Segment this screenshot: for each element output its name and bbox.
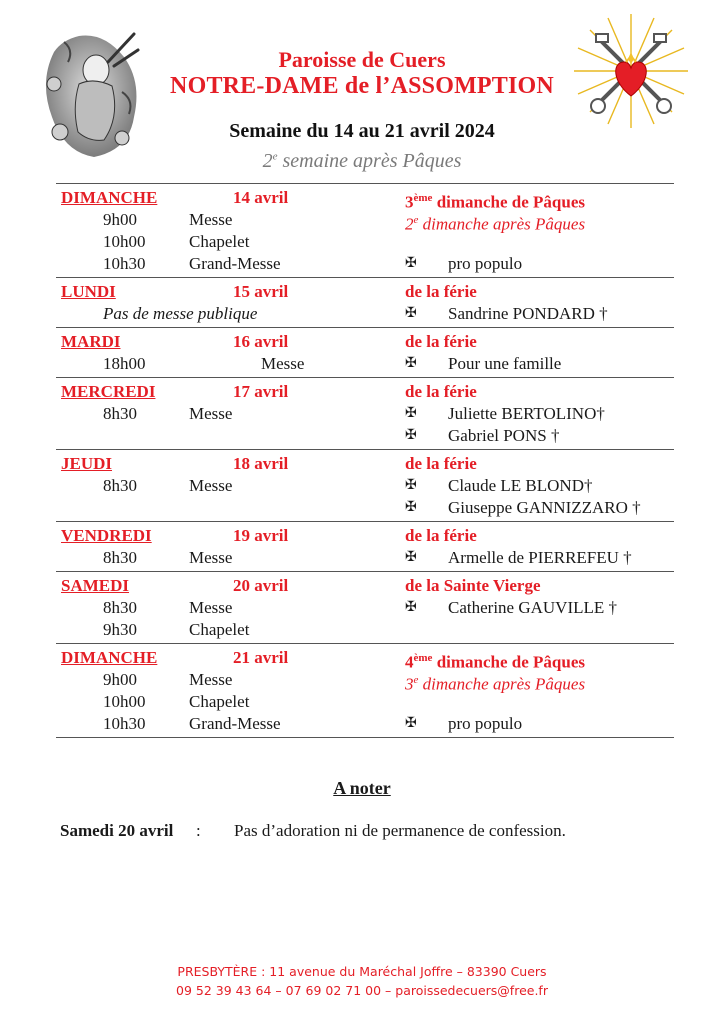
feast-number: 4 [405, 652, 414, 672]
alt-feast-number: 2 [405, 214, 414, 234]
service-time: 10h30 [103, 254, 146, 273]
cross-icon: ✠ [405, 600, 417, 615]
feast-number: 3 [405, 192, 414, 212]
schedule-line [56, 453, 674, 475]
service-activity: Messe [189, 404, 233, 423]
service-activity: Grand-Messe [189, 714, 281, 733]
schedule-line [56, 597, 674, 619]
parish-name: Paroisse de Cuers [278, 47, 446, 72]
service-time: 10h30 [103, 714, 146, 733]
week-title: Semaine du 14 au 21 avril 2024 [229, 120, 495, 142]
day-name: JEUDI [61, 454, 113, 473]
service-time: 8h30 [103, 404, 137, 423]
schedule-line [56, 647, 674, 672]
note-date: Samedi 20 avril [60, 821, 174, 840]
day-date: 14 avril [233, 188, 289, 207]
day-block [56, 571, 674, 643]
day-date: 21 avril [233, 648, 289, 667]
service-activity: Messe [261, 354, 305, 373]
cross-icon: ✠ [405, 550, 417, 565]
day-name: DIMANCHE [61, 188, 158, 207]
schedule-line [56, 547, 674, 569]
alt-feast-text: dimanche après Pâques [418, 214, 586, 234]
note-separator: : [196, 821, 201, 840]
schedule-line [56, 691, 674, 713]
mass-intention: Sandrine PONDARD † [448, 304, 608, 323]
mass-intention: Catherine GAUVILLE † [448, 598, 618, 617]
day-block [56, 277, 674, 327]
cross-icon: ✠ [405, 716, 417, 731]
day-name: DIMANCHE [61, 648, 158, 667]
day-name: MERCREDI [61, 382, 156, 401]
feast-superscript: ème [413, 192, 433, 204]
day-name: VENDREDI [61, 526, 152, 545]
alt-feast-superscript: e [413, 214, 419, 226]
day-date: 17 avril [233, 382, 289, 401]
day-block [56, 327, 674, 377]
footer-contact [0, 962, 724, 1000]
cross-icon: ✠ [405, 478, 417, 493]
feast-text: dimanche de Pâques [432, 192, 585, 212]
schedule-line [56, 231, 674, 253]
church-name: NOTRE-DAME de l’ASSOMPTION [170, 73, 554, 99]
service-activity: Grand-Messe [189, 254, 281, 273]
service-time: 18h00 [103, 354, 146, 373]
schedule-line [56, 303, 674, 325]
day-block [56, 449, 674, 521]
alt-feast-text: dimanche après Pâques [418, 674, 586, 694]
service-time: 9h30 [103, 620, 137, 639]
day-name: LUNDI [61, 282, 116, 301]
schedule-line [56, 403, 674, 425]
cross-icon: ✠ [405, 500, 417, 515]
feast-label: de la Sainte Vierge [405, 576, 541, 595]
footer-contact-line: 09 52 39 43 64 – 07 69 02 71 00 – paroissedecuers@free.fr [176, 983, 548, 998]
mass-intention: Giuseppe GANNIZZARO † [448, 498, 641, 517]
schedule-line [56, 497, 674, 519]
cross-icon: ✠ [405, 306, 417, 321]
feast-label: de la férie [405, 382, 477, 401]
weekly-schedule-table [56, 183, 674, 738]
feast-label: de la férie [405, 332, 477, 351]
service-activity: Chapelet [189, 692, 250, 711]
table-end-rule [56, 737, 674, 738]
day-block [56, 183, 674, 277]
mass-intention: Pour une famille [448, 354, 562, 373]
mass-intention: Claude LE BLOND† [448, 476, 593, 495]
day-date: 18 avril [233, 454, 289, 473]
feast-label: de la férie [405, 526, 477, 545]
service-activity: Messe [189, 598, 233, 617]
schedule-line [56, 425, 674, 447]
day-date: 20 avril [233, 576, 289, 595]
mass-intention: Juliette BERTOLINO† [448, 404, 605, 423]
mass-intention: pro populo [448, 254, 523, 273]
mass-intention: Armelle de PIERREFEU † [448, 548, 632, 567]
day-name: MARDI [61, 332, 121, 351]
service-activity: Chapelet [189, 232, 250, 251]
cross-icon: ✠ [405, 406, 417, 421]
service-activity: Chapelet [189, 620, 250, 639]
day-name: SAMEDI [61, 576, 130, 595]
schedule-line [56, 281, 674, 303]
schedule-line [56, 187, 674, 212]
schedule-line [56, 525, 674, 547]
feast-superscript: ème [413, 652, 433, 664]
schedule-line [56, 331, 674, 353]
alt-feast-number: 3 [405, 674, 414, 694]
service-time: 10h00 [103, 232, 146, 251]
service-time: 8h30 [103, 598, 137, 617]
schedule-line [56, 669, 674, 694]
schedule-line [56, 713, 674, 735]
notes-heading: A noter [333, 778, 391, 798]
service-time: 9h00 [103, 670, 137, 689]
day-date: 19 avril [233, 526, 289, 545]
schedule-line [56, 381, 674, 403]
service-activity: Messe [189, 210, 233, 229]
cross-icon: ✠ [405, 356, 417, 371]
footer-address: PRESBYTÈRE : 11 avenue du Maréchal Joffre – 83390 Cuers [177, 964, 547, 979]
service-activity: Messe [189, 548, 233, 567]
mass-intention: Gabriel PONS † [448, 426, 560, 445]
schedule-line [56, 575, 674, 597]
service-time: 10h00 [103, 692, 146, 711]
day-date: 15 avril [233, 282, 289, 301]
alt-feast-superscript: e [413, 674, 419, 686]
schedule-line [56, 209, 674, 234]
day-block [56, 521, 674, 571]
schedule-line [56, 353, 674, 375]
service-time: 8h30 [103, 476, 137, 495]
day-date: 16 avril [233, 332, 289, 351]
schedule-line [56, 475, 674, 497]
cross-icon: ✠ [405, 256, 417, 271]
feast-text: dimanche de Pâques [432, 652, 585, 672]
feast-label: de la férie [405, 282, 477, 301]
feast-label: de la férie [405, 454, 477, 473]
cross-icon: ✠ [405, 428, 417, 443]
day-block [56, 643, 674, 737]
service-activity: Messe [189, 670, 233, 689]
service-activity: Messe [189, 476, 233, 495]
schedule-line [56, 253, 674, 275]
service-time: 9h00 [103, 210, 137, 229]
note-text: Pas d’adoration ni de permanence de confession. [234, 821, 566, 840]
schedule-line [56, 619, 674, 641]
service-time: 8h30 [103, 548, 137, 567]
mass-intention: pro populo [448, 714, 523, 733]
week-subtitle: 2e semaine après Pâques [262, 150, 462, 172]
no-mass-note: Pas de messe publique [103, 304, 258, 323]
day-block [56, 377, 674, 449]
